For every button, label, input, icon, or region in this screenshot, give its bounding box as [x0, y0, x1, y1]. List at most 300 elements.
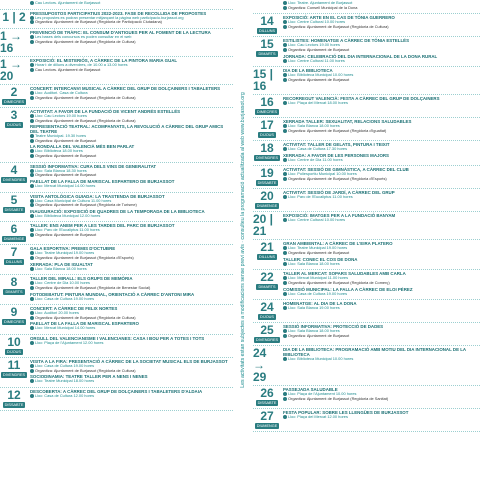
event-detail-text: Lloc: Mercat Municipal 14.00 hores [35, 325, 96, 331]
bullet-icon [283, 20, 287, 24]
bullet-icon [283, 177, 287, 181]
entry-date [0, 194, 28, 220]
entry-events [28, 86, 233, 105]
event-detail-text: Lloc: Teatre. Ajuntament de Burjassot [288, 0, 353, 6]
bullet-icon [30, 63, 34, 67]
bullet-icon [283, 415, 287, 419]
calendar-entry [253, 141, 480, 166]
day-number: 8 [10, 275, 18, 290]
event-detail-text: Lloc: Casa Municipal de Cultura 11.00 hores [35, 197, 112, 203]
event-detail [30, 20, 233, 25]
bullet-icon [283, 1, 287, 5]
event-detail-text: Lloc: Sala Blanca 18.00 hores [288, 328, 340, 334]
event-detail [283, 25, 480, 30]
event-detail [30, 369, 233, 374]
event-detail-text: Lloc: Centre de Dia 10.00 hores [35, 280, 90, 286]
bullet-icon [283, 397, 287, 401]
event-detail-text: Lloc: Centre Cultural 11.00 hores [288, 57, 345, 63]
event-detail-text: Cau Lectors. Ajuntament de Burjassot [35, 0, 101, 6]
event-detail-text: Les propostes es podran presentar mitjançant la pàgina web participacio.burjassot.org [35, 14, 184, 20]
event-title: FOTODEBATUT: PINTURA MUNDIAL, ORIENTACIÓ A CÀRREC D'ANTONI MIRA [30, 291, 195, 297]
bullet-icon [283, 147, 287, 151]
calendar-entry [0, 85, 233, 108]
event-detail-text: Lloc: Sala Blanca 19.00 hores [288, 305, 340, 311]
event-detail-text: Organitza: Ajuntament de Burjassot (Regidoria de Turisme) [35, 202, 137, 208]
bullet-icon [283, 172, 287, 176]
event-title: CONCERT: INTERCANVI MUSICAL A CÀRREC DEL GRUP DE DOLÇAINERS I TABALETERS [30, 85, 221, 91]
event-detail [283, 306, 480, 311]
event-detail [283, 251, 480, 256]
entry-date [0, 359, 28, 385]
event-detail [283, 147, 480, 152]
event-detail-text: Lloc: Sala Blanca 18.30 hores [35, 167, 87, 173]
calendar-entry [253, 118, 480, 141]
event-detail-text: Lloc: Poliesportiu Municipal 10.00 hores [288, 171, 357, 177]
entry-events [281, 271, 480, 297]
entry-date [0, 306, 28, 332]
event-title: VISITA A LA FIRA: PRESENTACIÓ A CÀRREC DE LA SOCIETAT MUSICAL ELS DE BURJASSOT [30, 359, 228, 364]
day-number: 16 [260, 95, 274, 110]
calendar-entry [253, 346, 480, 386]
entry-date [253, 213, 281, 237]
calendar-entry [0, 163, 233, 193]
entry-events [281, 301, 480, 320]
bullet-icon [30, 114, 34, 118]
day-number: 21 [260, 240, 274, 255]
event-detail-text: Horari: de dilluns a divendres, de 10.00 a 13.00 hores [35, 61, 128, 67]
day-number: 27 [260, 409, 274, 424]
event-detail [283, 177, 480, 182]
calendar-entry [0, 10, 233, 29]
event-detail-text: Lloc: Casa de Cultura 19.00 hores [35, 295, 95, 301]
event-detail-text: Organitza: Ajuntament de Burjassot [35, 172, 97, 178]
bullet-icon [30, 134, 34, 138]
event-title: TALLER: CONEC EL COS DE DONA [283, 256, 358, 262]
entry-date [253, 410, 281, 429]
event-item [30, 223, 233, 237]
event-detail-text: Organitza: Ajuntament de Burjassot [288, 250, 350, 256]
event-detail [30, 214, 233, 219]
entry-date [253, 1, 281, 11]
event-title: EXPOSICIÓ: EL MISTERIÓS, A CÀRREC DE LA PINTORA MARIA GUAL [30, 57, 178, 63]
entry-date [0, 86, 28, 105]
bullet-icon [30, 1, 34, 5]
weekday-badge: DIUMENGE [256, 204, 278, 209]
weekday-badge: DISSABTE [257, 181, 277, 186]
event-item [30, 292, 233, 302]
weekday-badge: DIVENDRES [2, 177, 26, 182]
bullet-icon [283, 101, 287, 105]
day-number: 2 [10, 84, 18, 99]
bullet-icon [30, 40, 34, 44]
event-detail-text: Lloc: Parc de l'Eucaliptus 11.00 hores [288, 194, 353, 200]
event-title: ACTIVITAT: TALLER DE GELATS, PINTURA I TEIXIT [283, 142, 390, 148]
bullet-icon [30, 326, 34, 330]
event-detail-text: Organitza: Ajuntament de Burjassot (Regidoria de Cultura) [35, 314, 136, 320]
event-title: SOCIODINAMIA: TEATRE TALLER PER A NENS I NENES [30, 374, 148, 380]
bullet-icon [30, 199, 34, 203]
weekday-badge: DIMECRES [3, 99, 25, 104]
entry-events [281, 15, 480, 34]
event-detail-text: Organitza: Ajuntament de Burjassot (Regidoria de Benestar Social) [35, 284, 151, 290]
event-title: FESTA POPULAR: SOBRE LES LLENGÜES DE BURJASSOT [283, 410, 409, 416]
right-column [253, 0, 480, 480]
event-item [30, 124, 233, 143]
event-title: ESTILISTES: HOMENATGE A CÀRREC DE TÓNIA ESTELLÉS [283, 38, 410, 44]
event-detail-text: Lloc: Parc de l'Eucaliptus 11.00 hores [35, 227, 100, 233]
day-number: 10 [7, 335, 21, 349]
weekday-badge: DIVENDRES [255, 156, 279, 161]
event-title: GALA ESPORTIVA: PREMIS D'OCTUBRE [30, 246, 116, 252]
bullet-icon [283, 246, 287, 250]
calendar-entry [0, 57, 233, 85]
entry-date [0, 389, 28, 408]
bullet-icon [30, 316, 34, 320]
entry-date [0, 246, 28, 272]
entry-events [281, 96, 480, 115]
calendar-entry [253, 212, 480, 240]
event-title: ORGULL DEL VALENCIANISME I VALENCIANES: CASA I BOU PER A TOTES I TOTS [30, 336, 205, 341]
calendar-entry [0, 275, 233, 305]
event-item [30, 86, 233, 100]
weekday-badge: DIJOUS [260, 315, 274, 320]
event-detail [30, 173, 233, 178]
bullet-icon [30, 20, 34, 24]
bullet-icon [30, 364, 34, 368]
event-detail-text: Lloc: Plaça del Mercat 18.00 hores [288, 100, 348, 106]
entry-events [281, 347, 480, 383]
event-detail [283, 218, 480, 223]
event-item [283, 119, 480, 133]
entry-events [28, 389, 233, 408]
event-item [283, 142, 480, 152]
event-title: TALLER AL MERCAT: SOPARS SALUDABLES AMB CARLA [283, 271, 406, 277]
day-number: 11 [7, 358, 21, 372]
calendar-entry [0, 108, 233, 163]
bullet-icon [30, 311, 34, 315]
calendar-entry [0, 245, 233, 275]
event-detail-text: Organitza: Ajuntament de Burjassot (Regidoria de Sanitat) [288, 395, 389, 401]
day-number: 9 [10, 305, 18, 320]
event-item [283, 153, 480, 163]
bullet-icon [30, 369, 34, 373]
calendar-entry [0, 358, 233, 388]
event-detail-text: Teatre Municipal. 19.30 hores [35, 133, 87, 139]
day-number: 24 → 29 [253, 346, 267, 385]
entry-date [253, 96, 281, 115]
entry-date [253, 324, 281, 343]
bullet-icon [283, 73, 287, 77]
event-detail-text: Organitza: Ajuntament de Burjassot (Regidoria de Cultura) [288, 23, 389, 29]
event-item [283, 167, 480, 181]
event-detail [30, 316, 233, 321]
entry-date [253, 301, 281, 320]
event-detail-text: Lloc: Biblioteca Municipal 10.00 hores [288, 72, 354, 78]
calendar-entry [0, 0, 233, 10]
calendar-entry [0, 193, 233, 223]
event-title: VISITA ANTOLÓGICA GUIADA: LA TRASTENDA DE BURJASSOT [30, 193, 165, 199]
bullet-icon [283, 334, 287, 338]
bullet-icon [283, 129, 287, 133]
event-detail-text: Lloc: Centre Cultural 10.00 hores [288, 217, 346, 223]
event-item [30, 194, 233, 208]
entry-date [0, 30, 28, 54]
weekday-badge: DIMECRES [256, 110, 278, 115]
event-detail [30, 233, 233, 238]
event-detail-text: Organitza: Ajuntament de Burjassot (Regidoria de Cultura) [35, 367, 136, 373]
calendar-entry [253, 300, 480, 323]
event-detail-text: Organitza: Ajuntament de Burjassot (Regidoria d'Esports) [35, 255, 134, 261]
day-number: 15 | 16 [253, 67, 274, 94]
day-number: 22 [260, 270, 274, 285]
day-number: 1 | 2 [2, 9, 26, 24]
entry-events [281, 1, 480, 11]
event-detail-text: Organitza: Ajuntament de Burjassot [288, 46, 350, 52]
event-detail-text: Lloc: Casa de Cultura 17.30 hores [288, 146, 348, 152]
event-detail-text: Lloc: Teatre Municipal 18.00 hores [35, 378, 95, 384]
event-detail [30, 184, 233, 189]
bullet-icon [30, 233, 34, 237]
event-title: PREVENCIÓ DE TRÀFIC: EL CONSUM D'ANTIGUES PER AL FOMENT DE LA LECTURA [30, 29, 211, 35]
weekday-badge: DILLUNS [258, 29, 276, 34]
entry-date [253, 119, 281, 138]
bullet-icon [283, 59, 287, 63]
calendar-entry [0, 222, 233, 245]
event-detail [30, 394, 233, 399]
event-detail-text: Organitza: Ajuntament de Burjassot (Regidoria d'Esports) [288, 176, 387, 182]
calendar-entry [253, 166, 480, 189]
bullet-icon [30, 394, 34, 398]
day-number: 24 [260, 300, 274, 315]
event-detail [283, 415, 480, 420]
event-item [283, 410, 480, 420]
entry-events [28, 1, 233, 7]
bullet-icon [30, 173, 34, 177]
bullet-icon [30, 119, 34, 123]
bullet-icon [283, 306, 287, 310]
event-detail-text: Lloc: Centre de Dia 11.00 hores [288, 156, 343, 162]
bullet-icon [30, 91, 34, 95]
day-number: 17 [260, 118, 274, 133]
weekday-badge: DIUMENGE [3, 237, 25, 242]
bullet-icon [283, 329, 287, 333]
event-detail [30, 1, 233, 6]
weekday-badge: DIMARTS [258, 285, 276, 290]
calendar-entry [253, 0, 480, 14]
event-title: PAELLAT DE LA FALLA DE MARISCAL ESPARTERO DE BURJASSOT [30, 178, 175, 184]
event-item [30, 389, 233, 399]
event-title: DESCOBERTA: A CÀRREC DEL GRUP DE DOLÇAINERS I TABALETERS D'ALDAIA [30, 388, 203, 394]
day-number: 25 [260, 323, 274, 338]
event-detail [283, 292, 480, 297]
bullet-icon [283, 218, 287, 222]
event-title: TALLER: ENS ANEM PER A LES TARDES DEL PARC DE BURJASSOT [30, 223, 175, 229]
event-detail [283, 78, 480, 83]
entry-events [281, 142, 480, 163]
event-detail [283, 397, 480, 402]
day-number: 15 [260, 37, 274, 52]
day-number: 1 → 20 [0, 56, 23, 83]
event-detail-text: Lloc: Biblioteca 18.00 hores [35, 148, 83, 154]
weekday-badge: DILLUNS [258, 255, 276, 260]
event-detail [283, 59, 480, 64]
entry-date [0, 223, 28, 242]
weekday-badge: DIVENDRES [2, 373, 26, 377]
entry-date [253, 142, 281, 163]
entry-events [28, 306, 233, 332]
event-detail [30, 256, 233, 261]
event-detail [30, 119, 233, 124]
event-detail [283, 129, 480, 134]
entry-date [253, 167, 281, 186]
bullet-icon [30, 228, 34, 232]
bullet-icon [30, 154, 34, 158]
entry-date [253, 68, 281, 92]
event-title: EXPOSICIÓ: ARTE EN EL CAS DE TÓNIA GUERRERO [283, 15, 395, 21]
event-detail [283, 195, 480, 200]
event-title: LA RONDALLA DEL VALENCIÀ MÉS BEN PARLAT [30, 144, 135, 150]
event-detail [283, 48, 480, 53]
event-item [30, 30, 233, 44]
bullet-icon [30, 267, 34, 271]
event-detail [30, 203, 233, 208]
entry-events [281, 241, 480, 267]
bullet-icon [30, 297, 34, 301]
event-item [30, 1, 233, 6]
event-detail-text: Lloc: Teatre Municipal 19.00 hores [288, 245, 348, 251]
entry-events [281, 38, 480, 64]
bullet-icon [30, 214, 34, 218]
weekday-badge: DISSABTE [257, 401, 277, 406]
day-number: 20 [260, 189, 274, 204]
entry-events [281, 213, 480, 237]
entry-date [253, 271, 281, 297]
event-item [30, 336, 233, 346]
calendar-entry [0, 388, 233, 411]
entry-events [281, 167, 480, 186]
bullet-icon [30, 169, 34, 173]
entry-date [0, 276, 28, 302]
weekday-badge: DIJOUS [260, 133, 274, 138]
bullet-icon [30, 379, 34, 383]
bullet-icon [30, 251, 34, 255]
event-detail [283, 262, 480, 267]
bullet-icon [283, 124, 287, 128]
entry-date [0, 58, 28, 82]
event-title: JORNADA: CELEBRACIÓ DEL DIA INTERNACIONAL DE LA DONA RURAL [283, 53, 438, 59]
event-detail-text: Organitza: Ajuntament de Burjassot (Regidoria de Cultura) [35, 38, 136, 44]
event-title: CONCERT: A CÀRREC DE FELIX NORTES [30, 306, 118, 312]
event-detail [283, 158, 480, 163]
weekday-badge: DIVENDRES [255, 338, 279, 343]
event-detail-text: Lloc: Mercat Municipal 14.00 hores [35, 182, 96, 188]
event-item [30, 209, 233, 219]
event-detail [283, 281, 480, 286]
event-item [30, 306, 233, 320]
bullet-icon [30, 286, 34, 290]
entry-date [253, 241, 281, 267]
day-number: 18 [260, 141, 274, 156]
bullet-icon [283, 357, 287, 361]
event-item [30, 144, 233, 158]
bullet-icon [30, 68, 34, 72]
event-detail-text: Lloc: Sala Blanca 18.00 hores [288, 260, 340, 266]
bullet-icon [283, 158, 287, 162]
event-item [283, 213, 480, 223]
bullet-icon [30, 281, 34, 285]
event-item [30, 374, 233, 384]
bullet-icon [30, 184, 34, 188]
entry-events [28, 223, 233, 242]
weekday-badge: DIMARTS [258, 52, 276, 57]
event-detail-text: Lloc: Auditori. Casa de Cultura [35, 89, 88, 95]
event-item [283, 387, 480, 401]
entry-date [0, 11, 28, 26]
calendar-entry [0, 305, 233, 335]
event-item [283, 324, 480, 338]
day-number: 26 [260, 386, 274, 401]
event-detail-text: Organitza: Ajuntament de Burjassot (Regidoria de Participació Ciutadana) [35, 19, 162, 25]
calendar-entry [253, 189, 480, 212]
event-detail-text: Lloc: Casa de Cultura 19.00 hores [35, 363, 95, 369]
bullet-icon [283, 48, 287, 52]
entry-events [281, 119, 480, 138]
entry-events [28, 359, 233, 385]
bullet-icon [30, 35, 34, 39]
event-title: GRAN AMBIENTAL: A CÀRREC DE L'EIRA PLATERO [283, 241, 393, 247]
event-detail-text: Lloc: Sala Blanca 18.00 hores [288, 123, 340, 129]
event-item [30, 109, 233, 123]
event-title: XERRADA TALLER: SEXUALITAT, RELACIONS SALUDABLES [283, 119, 412, 125]
bullet-icon [30, 203, 34, 207]
entry-events [28, 58, 233, 82]
bullet-icon [283, 251, 287, 255]
event-title: XERRADA: PLA DE IGUALTAT [30, 261, 93, 267]
event-detail [283, 334, 480, 339]
event-item [283, 1, 480, 10]
event-detail-text: Lloc: Biblioteca Municipal 10.00 hores [288, 356, 354, 362]
event-title: COMISSIÓ MUNICIPAL: LA FALLA A CÀRREC DE ELOI PÉREZ [283, 286, 413, 292]
event-detail [30, 96, 233, 101]
entry-events [281, 387, 480, 406]
entry-events [281, 324, 480, 343]
event-item [30, 276, 233, 290]
bullet-icon [283, 25, 287, 29]
entry-date [0, 109, 28, 160]
calendar-entry [253, 409, 480, 432]
event-title: ACTIVITAT: A FAVOR DE LA FUNDACIÓ DE VICENT ANDRÉS ESTELLÉS [30, 108, 181, 114]
bullet-icon [30, 139, 34, 143]
event-detail-text: Organitza: Consell Municipal de la Dona [288, 4, 358, 10]
event-title: PASSEJADA SALUDABLE [283, 387, 338, 393]
calendar-entry [253, 386, 480, 409]
bullet-icon [30, 256, 34, 260]
entry-date [0, 164, 28, 190]
event-item [30, 246, 233, 260]
event-item [283, 96, 480, 106]
weekday-badge: DIJOUS [7, 350, 21, 354]
event-title: REPRESENTACIÓ TEATRAL: ACOMPANYATS, LA REVOLUCIÓ A CÀRREC DEL GRUP AMICS DEL TEATRE [30, 124, 224, 135]
entry-events [28, 194, 233, 220]
event-detail-text: Lloc: Sala Blanca 18.00 hores [35, 265, 87, 271]
event-title: SESSIÓ INFORMATIVA: PROTECCIÓ DE DADES [283, 324, 384, 330]
event-detail [30, 286, 233, 291]
day-number: 14 [260, 14, 274, 29]
event-title: DIA DE LA BIBLIOTECA [283, 68, 333, 74]
event-detail [30, 40, 233, 45]
event-title: XERRADA: A FAVOR DE LES PERSONES MAJORS [283, 152, 389, 158]
bullet-icon [283, 276, 287, 280]
